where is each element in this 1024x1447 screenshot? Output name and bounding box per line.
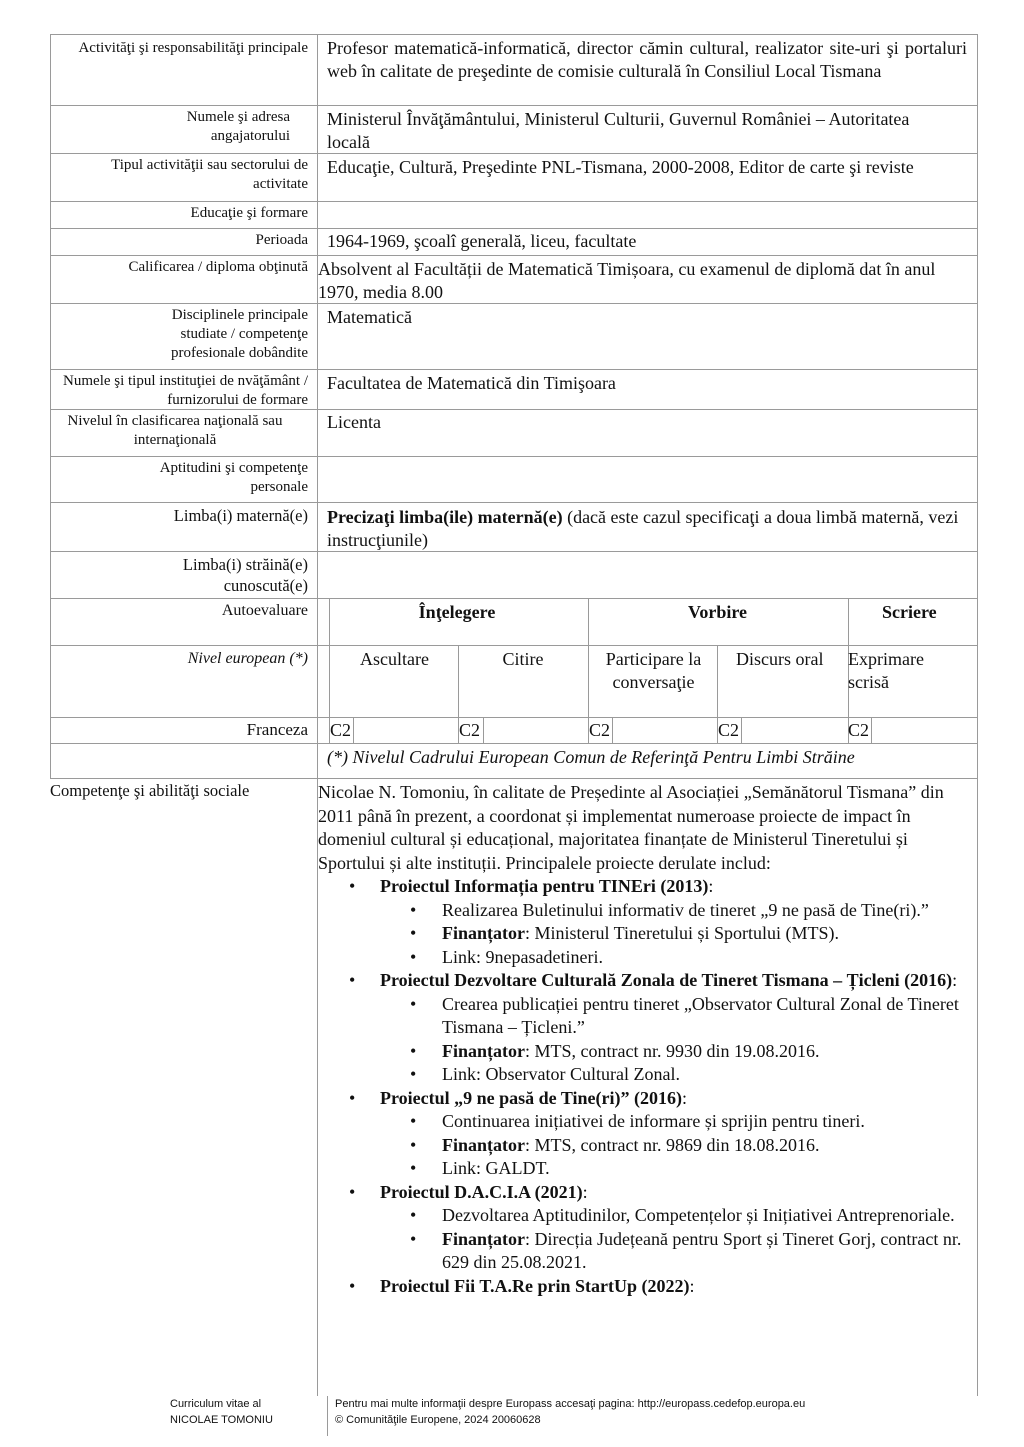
footer-cv-of: Curriculum vitae al [170,1398,262,1410]
detail-text: : MTS, contract nr. 9930 din 19.08.2016. [525,1040,820,1061]
project-details [380,1110,973,1181]
detail-key: Finanțator [442,923,525,943]
row-divider [50,369,978,370]
label-mother-tongue: Limba(i) maternă(e) [173,506,308,525]
project-title-colon: : [708,876,714,896]
row-divider [50,201,978,202]
project-title: Proiectul „9 ne pasă de Tine(ri)” (2016) [380,1087,682,1108]
col-oral: Discurs oral [736,649,824,669]
label-level: Nivelul în clasificarea naţională sau internaţională [67,413,283,448]
project-title: Proiectul Informația pentru TINEri (2013) [380,876,709,896]
col-conversation: Participare la conversaţie [605,649,702,692]
project-detail [380,922,973,946]
project-detail [380,1228,973,1275]
project-detail [380,993,973,1040]
footer-name: NICOLAE TOMONIU [170,1414,273,1426]
project-title: Proiectul D.A.C.I.A (2021) [380,1181,583,1202]
col-reading: Citire [502,649,544,669]
label-education: Educaţie şi formare [190,205,308,221]
label-subjects: Disciplinele principale studiate / competenţe profesionale dobândite [170,307,308,361]
project-detail [380,1204,973,1228]
project-item [318,1275,973,1299]
label-european-level: Nivel european (*) [187,650,308,667]
row-divider [50,502,978,503]
mother-tongue-bold: Precizaţi limba(ile) maternă(e) [327,507,563,527]
detail-text: Link: GALDT. [442,1158,550,1178]
header-writing: Scriere [882,602,937,622]
col-listening: Ascultare [360,649,429,669]
project-details [380,1204,973,1275]
project-title: Proiectul Fii T.A.Re prin StartUp (2022) [380,1275,690,1296]
lang-grid-line [871,717,872,743]
project-detail [380,946,973,970]
project-detail [380,1040,973,1064]
header-understanding: Înţelegere [418,602,496,622]
detail-key: Finanțator [442,1040,525,1061]
row-divider [50,456,978,457]
row-divider [50,743,978,744]
label-period: Perioada [255,232,308,248]
project-item [318,1181,973,1275]
lang-grid-line [483,717,484,743]
project-detail [380,1134,973,1158]
detail-text: Continuarea inițiativei de informare și sprijin pentru tineri. [442,1111,865,1131]
footer-right [335,1396,975,1428]
project-title-colon: : [582,1181,588,1202]
lang-grid-line [612,717,613,743]
project-title-colon: : [689,1275,695,1296]
mother-tongue-rest: (dacă este cazul specificaţi a doua limbă maternă, vezi instrucţiunile) [327,507,959,550]
label-social-skills: Competenţe şi abilităţi sociale [50,781,250,800]
detail-text: Crearea publicației pentru tineret „Observator Cultural Zonal de Tineret Tismana – Țicleni.” [442,993,959,1037]
project-title-colon: : [681,1087,687,1108]
project-title-colon: : [952,970,958,990]
row-divider [50,105,978,106]
project-detail [380,899,973,923]
social-skills-intro: Nicolae N. Tomoniu, în calitate de Președinte al Asociației „Semănătorul Tismana” din 2011 până în prezent, a coordonat și implementat numeroase proiecte de impact în domeniul cultural și educațional, majoritatea finanțate de Ministerul Tineretului și Sportului și alte instituții. Principalele proiecte derulate includ: [318,782,944,873]
lang-grid-line [741,717,742,743]
detail-key: Finanțator [442,1228,525,1249]
footer-copyright: © Comunităţile Europene, 2024 20060628 [335,1414,541,1426]
label-self-assessment: Autoevaluare [221,602,308,619]
label-foreign-language: Limba(i) străină(e) cunoscută(e) [182,555,308,595]
value-sector: Educaţie, Cultură, Preşedinte PNL-Tismana, 2000-2008, Editor de carte şi reviste [327,157,914,177]
label-activities: Activităţi şi responsabilităţi principale [78,40,308,56]
detail-key: Finanțator [442,1134,525,1155]
right-border [977,779,978,1396]
french-written-level: C2 [848,720,870,740]
cefr-note: (*) Nivelul Cadrului European Comun de Referinţă Pentru Limbi Străine [327,747,855,767]
social-skills-body [318,781,973,1298]
project-detail [380,1157,973,1181]
projects-list [318,875,973,1298]
project-item [318,969,973,1087]
project-details [380,899,973,970]
row-divider [50,228,978,229]
detail-text: Dezvoltarea Aptitudinilor, Competențelor și Inițiativei Antreprenoriale. [442,1205,955,1225]
label-sector: Tipul activităţii sau sectorului de activitate [111,157,308,192]
value-institution: Facultatea de Matematică din Timişoara [327,373,616,393]
value-level: Licenta [327,412,381,432]
row-divider [50,255,978,256]
french-conversation-level: C2 [589,720,611,740]
value-period: 1964-1969, şcoalî generală, liceu, facultate [327,231,637,251]
detail-text: : MTS, contract nr. 9869 din 18.08.2016. [525,1134,820,1155]
detail-text: : Direcția Județeană pentru Sport și Tineret Gorj, contract nr. 629 din 25.08.2021. [442,1228,962,1272]
project-item [318,1087,973,1181]
value-subjects: Matematică [327,307,412,327]
detail-text: Link: Observator Cultural Zonal. [442,1064,680,1084]
lang-grid-line [353,717,354,743]
detail-text: Realizarea Buletinului informativ de tineret „9 ne pasă de Tine(ri).” [442,899,929,920]
row-divider [50,645,978,646]
project-details [380,993,973,1087]
detail-text: Link: 9nepasadetineri. [442,946,603,967]
french-listening-level: C2 [330,720,352,740]
value-mother-tongue [327,506,967,552]
french-oral-level: C2 [718,720,740,740]
french-reading-level: C2 [459,720,481,740]
footer-left [170,1396,273,1428]
label-qualification: Calificarea / diploma obţinută [128,259,308,275]
label-employer: Numele şi adresa angajatorului [186,109,290,144]
row-divider [50,598,978,599]
label-french: Franceza [246,720,308,739]
footer-europass-info: Pentru mai multe informaţii despre Europass accesaţi pagina: http://europass.cedefop.europa.eu [335,1398,806,1410]
project-detail [380,1110,973,1134]
col-written: Exprimare scrisă [848,649,924,692]
label-skills: Aptitudini şi competenţe personale [159,460,308,495]
row-divider [50,717,978,718]
value-employer: Ministerul Învăţământului, Ministerul Culturii, Guvernul României – Autoritatea locală [327,109,910,152]
value-activities: Profesor matematică-informatică, director cămin cultural, realizator site-uri şi portaluri web în calitate de preşedinte de comisie culturală în Consiliul Local Tismana [327,38,967,81]
project-item [318,875,973,969]
label-institution: Numele şi tipul instituţiei de nvăţământ / furnizorului de formare [63,373,308,408]
footer-divider [327,1396,328,1436]
project-title: Proiectul Dezvoltare Culturală Zonala de Tineret Tismana – Țicleni (2016) [380,970,953,990]
detail-text: : Ministerul Tineretului și Sportului (MTS). [525,923,840,943]
header-speaking: Vorbire [687,602,747,622]
value-qualification: Absolvent al Facultății de Matematică Timișoara, cu examenul de diplomă dat în anul 1970, media 8.00 [318,259,936,302]
project-detail [380,1063,973,1087]
